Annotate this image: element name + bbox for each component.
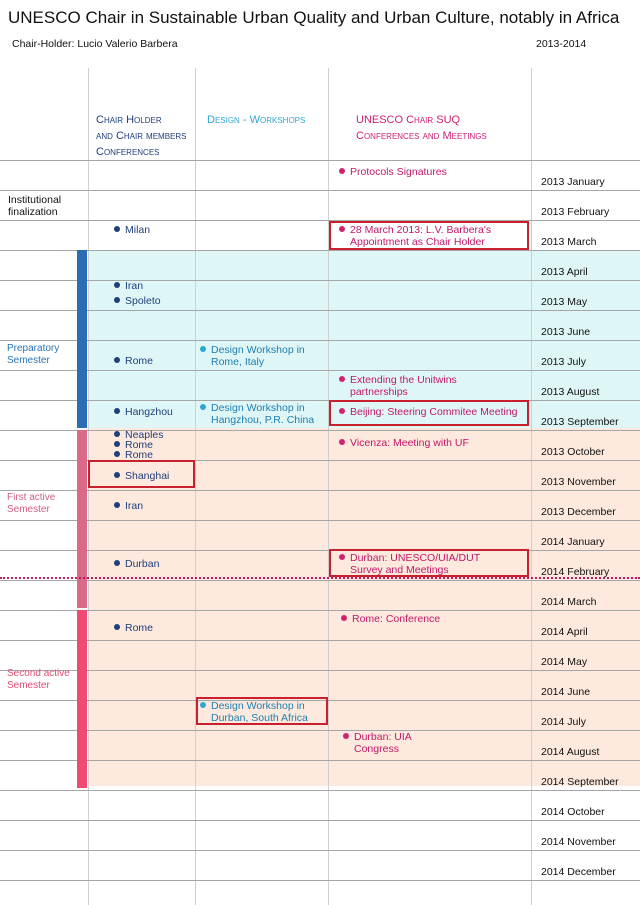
chair-holder-label: Chair-Holder: Lucio Valerio Barbera [12,38,178,50]
event-label: Iran [125,500,144,512]
event-rome [114,355,153,367]
phase-line: Second active [7,668,70,679]
event-label: Rome, Italy [211,356,265,368]
row-divider [0,790,640,791]
row-divider [0,250,640,251]
month-label: 2013 February [541,206,610,218]
event-protocols-signatures [339,166,447,178]
event-label: Design Workshop in [211,344,305,356]
event-label: Rome [125,355,154,367]
month-label: 2013 August [541,386,600,398]
bullet-icon [114,502,120,508]
row-divider [0,850,640,851]
bullet-icon [200,702,206,708]
event-hangzhou [114,406,173,418]
second-phase-bar [77,610,87,788]
month-label: 2013 October [541,446,605,458]
bullet-icon [114,472,120,478]
chair-header-line: and Chair members [96,130,187,142]
institutional-finalization-label [8,194,61,218]
event-durban [114,558,159,570]
event-design-workshop-durban [200,700,308,724]
row-divider [0,640,640,641]
event-label: Extending the Unitwins [350,374,457,386]
second-active-semester-label [7,668,70,692]
event-durban-survey [339,552,480,576]
month-label: 2014 April [541,626,588,638]
event-vicenza [339,437,469,449]
event-line [339,552,480,564]
event-label: Hangzhou [125,406,173,418]
row-divider [0,880,640,881]
month-label: 2014 November [541,836,616,848]
event-label: Durban: UIA [354,731,412,743]
phase-line: First active [7,492,56,503]
bullet-icon [339,408,345,414]
bullet-icon [343,733,349,739]
event-label: Design Workshop in [211,402,305,414]
month-label: 2013 April [541,266,588,278]
phase-line: Semester [7,680,50,691]
month-label: 2014 February [541,566,610,578]
event-label: Survey and Meetings [350,564,449,576]
chair-header-line: Conferences [96,146,160,158]
event-rome [114,622,153,634]
event-label: Milan [125,224,151,236]
event-line [343,731,412,743]
bullet-icon [339,376,345,382]
column-divider [531,68,532,905]
row-divider [0,580,640,581]
event-label: Beijing: Steering Commitee Meeting [350,406,518,418]
row-divider [0,610,640,611]
institutional-line: Institutional [8,194,62,206]
event-uia-congress [343,731,412,755]
event-label: Rome [125,439,154,451]
unesco-header-line: UNESCO Chair SUQ [356,114,461,126]
event-line [339,224,491,236]
column-divider [195,68,196,905]
institutional-line: finalization [8,206,58,218]
event-spoleto [114,295,161,307]
event-label: 28 March 2013: L.V. Barbera's [350,224,492,236]
bullet-icon [114,226,120,232]
row-divider [0,820,640,821]
bullet-icon [114,441,120,447]
row-divider [0,340,640,341]
phase-line: Semester [7,504,50,515]
event-line [200,700,308,712]
chair-header-line: Chair Holder [96,114,162,126]
event-label: Rome [125,622,154,634]
month-label: 2014 March [541,596,597,608]
event-line [200,402,314,414]
event-label: Neaples [125,429,164,441]
event-unitwins [339,374,457,398]
bullet-icon [200,404,206,410]
bullet-icon [114,560,120,566]
bullet-icon [114,282,120,288]
month-label: 2014 July [541,716,586,728]
month-label: 2013 December [541,506,616,518]
row-divider [0,490,640,491]
bullet-icon [114,451,120,457]
event-appointment [339,224,491,248]
event-milan [114,224,150,236]
event-label: Design Workshop in [211,700,305,712]
event-shanghai [114,470,169,482]
row-divider [0,370,640,371]
phase-line: Preparatory [7,343,60,354]
bullet-icon [114,624,120,630]
month-label: 2013 November [541,476,616,488]
month-label: 2013 June [541,326,591,338]
event-beijing [339,406,518,418]
bullet-icon [339,168,345,174]
page-title: UNESCO Chair in Sustainable Urban Quality and Urban Culture, notably in Africa [8,8,620,27]
event-label: Durban, South Africa [211,712,308,724]
event-label: Congress [354,743,399,755]
event-design-workshop-rome [200,344,305,368]
event-line [200,344,305,356]
event-label: Rome: Conference [352,613,441,625]
month-label: 2014 June [541,686,591,698]
row-divider [0,160,640,161]
month-label: 2013 March [541,236,597,248]
years-label: 2013-2014 [536,38,587,50]
bullet-icon [114,357,120,363]
month-label: 2014 August [541,746,600,758]
bullet-icon [200,346,206,352]
month-label: 2013 May [541,296,588,308]
unesco-header-line: Conferences and Meetings [356,130,487,142]
bullet-icon [339,554,345,560]
row-divider [0,760,640,761]
phase-line: Semester [7,355,50,366]
event-iran [114,500,143,512]
bullet-icon [339,439,345,445]
design-header-line: Design - Workshops [207,114,306,126]
month-label: 2013 January [541,176,605,188]
bullet-icon [114,431,120,437]
row-divider [0,550,640,551]
first-phase-bar [77,430,87,608]
event-iran [114,280,143,292]
first-active-semester-label [7,492,55,516]
event-label: partnerships [350,386,408,398]
event-label: Durban [125,558,160,570]
event-rome-conference [341,613,440,625]
year-divider-dotted-line [0,577,640,579]
event-label: Durban: UNESCO/UIA/DUT [350,552,481,564]
event-label: Rome [125,449,154,461]
month-label: 2014 January [541,536,605,548]
row-divider [0,430,640,431]
event-label: Protocols Signatures [350,166,447,178]
event-rome [114,450,153,460]
event-label: Appointment as Chair Holder [350,236,485,248]
unesco-column-header [356,112,487,144]
month-label: 2014 September [541,776,619,788]
bullet-icon [114,297,120,303]
bullet-icon [339,226,345,232]
column-divider [328,68,329,905]
row-divider [0,220,640,221]
month-label: 2014 December [541,866,616,878]
month-label: 2013 July [541,356,586,368]
design-column-header [207,112,305,128]
preparatory-semester-label [7,343,59,367]
bullet-icon [114,408,120,414]
row-divider [0,190,640,191]
chair-column-header [96,112,187,160]
event-label: Spoleto [125,295,161,307]
event-label: Iran [125,280,144,292]
bullet-icon [341,615,347,621]
row-divider [0,400,640,401]
event-line [339,374,457,386]
event-label: Vicenza: Meeting with UF [350,437,469,449]
row-divider [0,310,640,311]
event-label: Hangzhou, P.R. China [211,414,315,426]
month-label: 2014 May [541,656,588,668]
event-label: Shanghai [125,470,170,482]
month-label: 2013 September [541,416,619,428]
row-divider [0,730,640,731]
row-divider [0,280,640,281]
preparatory-phase-bar [77,250,87,428]
row-divider [0,670,640,671]
row-divider [0,520,640,521]
month-label: 2014 October [541,806,605,818]
event-design-workshop-hangzhou [200,402,314,426]
